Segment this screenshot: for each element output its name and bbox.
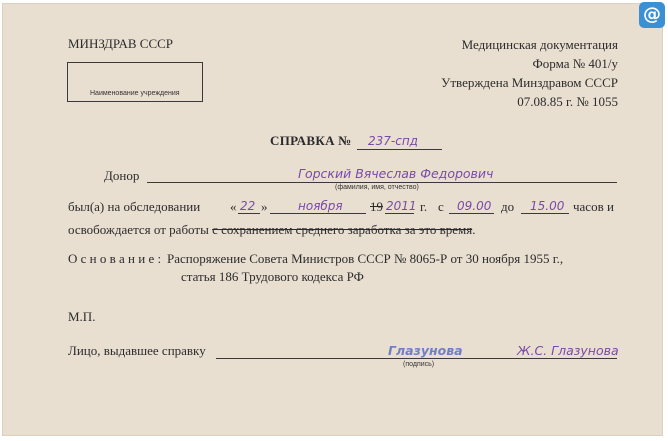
month-line <box>270 213 366 214</box>
open-quote: « <box>230 199 237 214</box>
form-info-line: Форма № 401/у <box>532 56 618 71</box>
donor-name: Горский Вячеслав Федорович <box>298 166 494 181</box>
year-prefix: 19 <box>370 199 383 214</box>
basis-line-1: Распоряжение Совета Министров СССР № 8065-Р от 30 ноября 1955 г., <box>167 251 564 266</box>
form-info-line: Утверждена Минздравом СССР <box>441 75 618 90</box>
to-time-line <box>521 213 569 214</box>
title-number-line <box>357 149 442 150</box>
logo-glyph: @ <box>643 4 661 25</box>
exam-day: 22 <box>240 199 256 213</box>
basis-label: О с н о в а н и е : <box>68 251 162 266</box>
issuer-label: Лицо, выдавшее справку <box>68 343 206 358</box>
release-end: . <box>472 222 476 237</box>
release-text <box>68 222 475 238</box>
donor-line <box>147 182 617 183</box>
exam-label: был(а) на обследовании <box>68 199 201 214</box>
at-icon[interactable] <box>639 2 665 28</box>
institution-caption: Наименование учреждения <box>90 90 180 97</box>
from-time-line <box>449 213 494 214</box>
donor-label: Донор <box>104 168 140 183</box>
issuer-signature: Глазунова <box>388 343 463 358</box>
release-struck-text: с сохранением среднего заработка за это время <box>212 222 473 237</box>
basis-line-2: статья 186 Трудового кодекса РФ <box>181 269 364 284</box>
donor-caption: (фамилия, имя, отчество) <box>335 184 419 191</box>
certificate-form <box>2 3 663 436</box>
from-time: 09.00 <box>457 199 492 213</box>
signature-caption: (подпись) <box>403 361 435 368</box>
from-label: с <box>438 199 444 214</box>
exam-year: 2011 <box>386 199 417 213</box>
release-label: освобождается от работы <box>68 222 209 237</box>
year-line <box>385 213 414 214</box>
ministry-label: МИНЗДРАВ СССР <box>68 36 174 51</box>
year-suffix: г. <box>420 199 428 214</box>
form-info <box>441 35 618 111</box>
form-info-line: Медицинская документация <box>461 37 618 52</box>
hours-label: часов и <box>573 199 614 214</box>
issuer-name: Ж.С. Глазунова <box>517 343 619 358</box>
to-label: до <box>501 199 515 214</box>
close-quote: » <box>261 199 268 214</box>
issuer-line <box>216 358 617 359</box>
day-line <box>238 213 260 214</box>
exam-month: ноября <box>298 199 343 213</box>
title-label: СПРАВКА № <box>270 133 352 148</box>
certificate-number: 237-спд <box>368 134 418 148</box>
form-info-line: 07.08.85 г. № 1055 <box>517 94 618 109</box>
to-time: 15.00 <box>530 199 565 213</box>
institution-box <box>67 62 203 102</box>
stamp-label: М.П. <box>68 309 96 324</box>
